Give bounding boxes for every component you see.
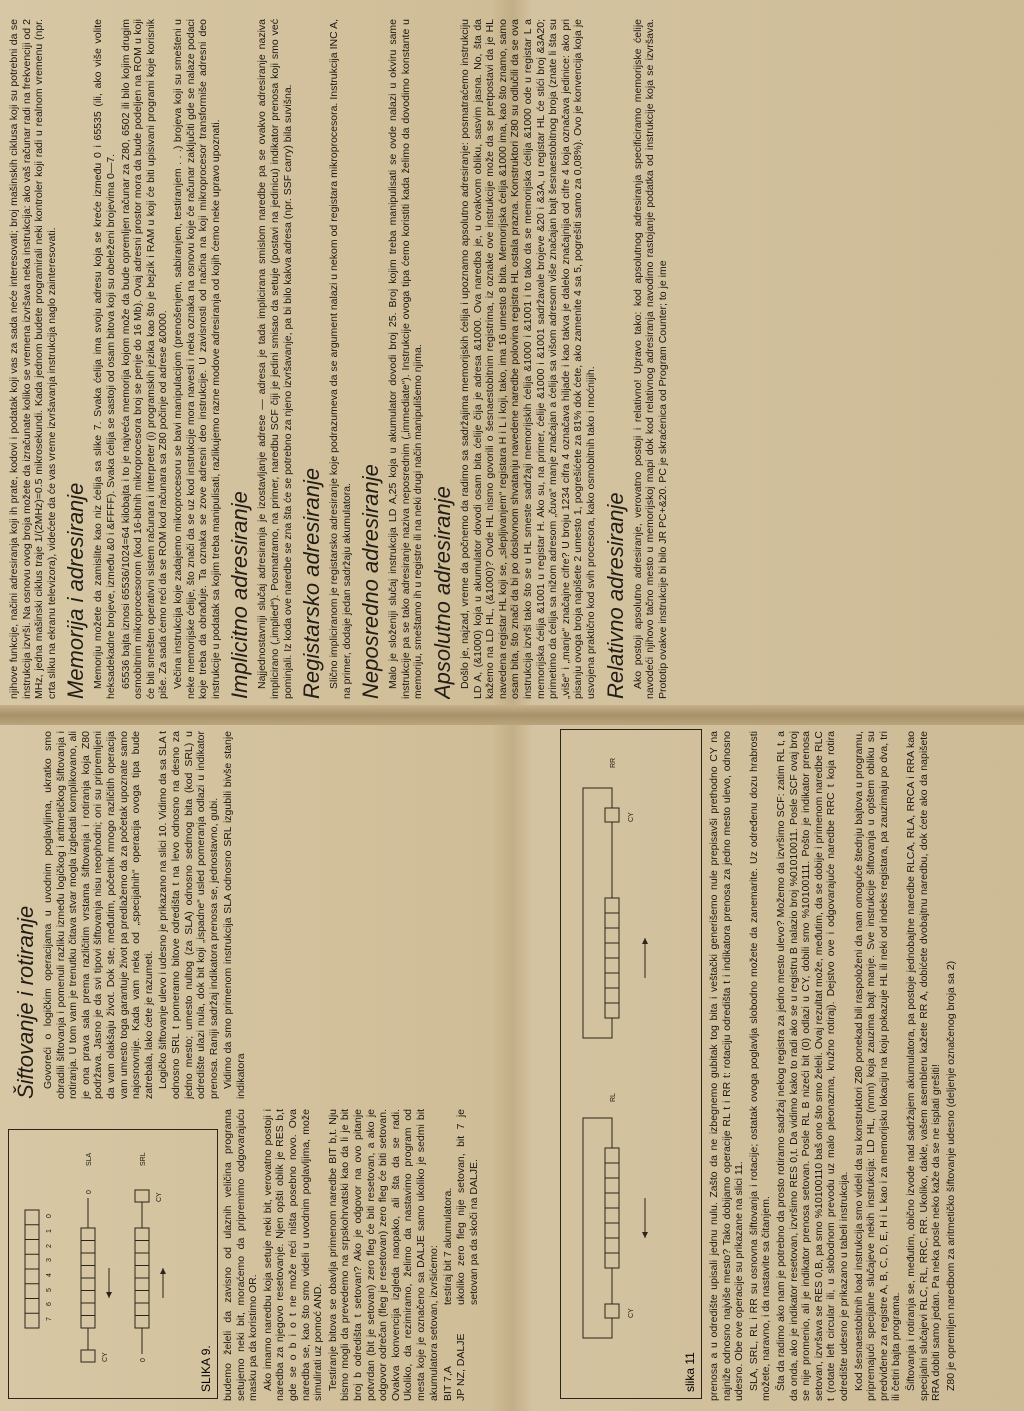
srl-label: SRL — [140, 1152, 147, 1166]
paragraph: Šta da radimo ako nam je potrebno da prosto rotiramo sadržaj nekog registra za jedno mesto ulevo? Možemo da izvršimo SCF: zatim RL t, a da onda, ako je indikator resetovan, izvršimo RES 0,t. Da vidimo kako to radi ako se u registru B nalazio broj %01010011. Posle SCF ovaj broj se nije promenio, ali je indikator prenosa setovan. Posle RL B nizeći bit (0) odlazi u CY, dobili smo %10100111. Pošto je indikator prenosa setovan, izvršava se RES 0,B, pa smo %10100110 baš ono što smo želeli. Ovaj rezultat može, međutim, da se dobije i primenom naredbe RLC t (rotate left circular ili, u slobodnom prevodu uz malo pleonazma, kružno rotiraj). Dejstvo ove i odgovarajuće naredbe RRC t koja rotira odredište udesno je prikazano u tabeli instrukcija. — [774, 731, 850, 1401]
paragraph: Najjednostavniji slučaj adresiranja je izostavljanje adrese — adresa je tada implicirana smislom naredbe pa se ovakvo adresiranje naziva implicirano („implied“). Posmatramo, na primer, naredbu SCF čiji je jedini smisao da setuje (postavi na jedinicu) indikator prenosa koji smo već pominjali. Iz koda ove naredbe se zna šta će se potrebno za njeno izvršavanje, pa bi bilo kakva adresa (npr. SSF carry) bila suvišna. — [256, 19, 294, 699]
paragraph: Ako postoji apsolutno adresiranje, verovatno postoji i relativno! Upravo tako: kod apsolutnog adresiranja specificiramo memorijske ćelije navodeći njihovo tačno mesto u memorijskoj mapi dok kod relativnog adresiranja navodimo rastojanje podatka od instrukcije koja se izvršava. Prototip ovakve instrukcije bi bilo JR PC+&20. PC je skraćenica od Program Counter; to je ime — [631, 19, 669, 699]
bit-numbers — [46, 1214, 53, 1321]
right-page-column — [8, 19, 1018, 699]
mnemonic: JP NZ, DALJE — [455, 1333, 468, 1401]
paragraph: Govoreći o logičkim operacijama u uvodnim poglavljima, ukratko smo obradili šiftovanja i pomenuli razliku između logičkog i aritmetičkog šiftovanja i rotiranja. U tom vam je trenutku čitava stvar mogla izgledati komplikovano, ali je ona prava sala prema različitim vrstama šiftovanja i rotiranja koja Z80 podržava. Jasno je da svi tipovi šiftovanja nisu neophodni; oni su pripremljeni da vam olakšaju život. Dok ste, međutim, početnik mnogo različitih operacija vam umesto toga garantuje život pa predlažemo da za početak upoznate samo najosnovnije. Kada vam neka od „specijalnih“ operacija ovoga tipa bude zatrebala, lako ćete je razumeti. — [42, 731, 155, 1099]
mnemonic: BIT 7,A — [442, 1366, 455, 1401]
paragraph: Večina instrukcija koje zadajemo mikroprocesoru se bavi manipulacijom (prenošenjem, sabiranjem, testiranjem . . .) brojeva koji su smešteni u neke memorijske ćelije, što znači da se uz kod instrukcije mora navesti i neka oznaka na osnovu koje će računar zaključiti gde se nalaze podaci koje treba da obrađuje. Ta oznaka se zove adresni deo instrukcije. U zavisnosti od načina na koji mikroprocesor transformiše adresni deo instrukcije u podatak sa kojim treba manipulisati, razlikujemo razne modove adresiranja od kojih ćemo neke upravo upoznati. — [171, 19, 222, 699]
rl-label: RL — [610, 1093, 617, 1102]
figure-11 — [560, 729, 702, 1399]
zero-label: 0 — [86, 1190, 93, 1194]
bit-number: 2 — [46, 1244, 53, 1248]
bit-number: 4 — [46, 1273, 53, 1277]
bit-number: 5 — [46, 1288, 53, 1292]
paragraph: Šiftovanja i rotiranja se, međutim, obično izvode nad sadržajem akumulatora, pa postoje jednobajtne naredbe RLCA, RLA, RRCA i RRA kao specijalni slučajevi RLC, RL, RRC, RR. Ukoliko, dakle, vašem asembleru kažete RR A, dobićete dvobajtnu naredbu, dok ćete ako da napišete RRA dobiti samo jedan. Pa neka posle neko kaže da se ne isplati grešiti! — [904, 731, 943, 1401]
section-title: Neposredno adresiranje — [358, 464, 384, 699]
paragraph: Testiranje bitova se obavlja primenom naredbe BIT b,t. Nju bismo mogli da prevedemo na srpskohrvatski kao da li je bit broj b odredišta t setovan? Ako je odgovor na ovo pitanje potvrdan (bit je setovan) zero fleg će biti resetovan, a ako je odgovor odrečan (fleg je resetovan) zero fleg će biti setovan. Ovakva konvencija izgleda naopako, ali šta da se radi. Ukoliko, da rezimiramo, želimo da nastavimo program od mesta koje je označeno sa DALJE samo ukoliko je sedmi bit akumulatora setovan, izvršićemo: — [326, 1109, 440, 1401]
paragraph: njihove funkcije, načini adresiranja koji ih prate, kodovi i podatak koji vas za sada neće interesovati; broj mašinskih ciklusa koji su potrebni da se instrukcija izvrši. Na osnovu ovog broja možete da izračunate koliko se vremena izvršava neka instrukcija: ako vaš računar radi na frekvenciji od 2 MHz, jedna mašinski ciklus traje 1/(2MHz)=0.5 mikrosekundi. Kada jednom budete programirali neki kontroler koji radi u realnom vremenu (npr. crta sliku na ekranu televizora), videćete da će vas vreme izvršavanja instrukcija naglo zainteresovati. — [8, 19, 58, 699]
figure-11-caption: slika 11 — [683, 1352, 697, 1392]
paragraph: budemo želeli da zavisno od ulaznih veličina programa setujemo neki bit, moraćemo da pripremimo odgovarajuću masku pa da koristimo OR. — [222, 1109, 260, 1401]
paragraph: SLA, SRL, RL i RR su osnovna šiftovanja i rotacije; ostatak ovoga poglavlja slobodno možete da zanemarite. Uz određenu dozu hrabrosti možete, naravno, i da nastavite sa čitanjem. — [747, 731, 773, 1401]
rl-diagram — [583, 1093, 648, 1338]
left-page-bottom-text — [708, 731, 1018, 1401]
paragraph: Memoriju možete da zamislite kao niz ćelija sa slike 7. Svaka ćelija ima svoju adresu koja se kreće između 0 i 65535 (ili, ako više volite heksadekadne brojeve, između &0 i &FFFF). Svaka ćelija se sastoji od osam bitova koji su obeleženi brojevima 0—7. — [92, 19, 117, 699]
paragraph: Slično impliciranom je registarsko adresiranje koje podrazumeva da se argument nalazi u nekom od registara mikroprocesora. Instrukcija INC A, na primer, dodaje jedan sadržaju akumulatora. — [328, 19, 353, 699]
instruction-line — [455, 1109, 481, 1401]
bit-register — [25, 1210, 39, 1328]
page-gutter — [0, 705, 1024, 725]
bit-number: 3 — [46, 1258, 53, 1262]
srl-diagram — [135, 1152, 166, 1362]
paragraph: Došlo je, najzad, vreme da počnemo da radimo sa sadržajima memorijskih ćelija i upoznamo apsolutno adresiranje: posmatraćemo instrukciju LD A, (&1000) koja u akumulator dovodi osam bita ćelije čija je adresa &1000. Ova naredba je, u ovakvom obliku, sasvim jasna. No, šta da kažemo na LD HL, (&1000)? Ovde HL nismo govorili o šesnaestobitnim registrima, iz oznake ove instrukcije može da se pretpostavi da je HL navedena registar HL koji se, „slepljivanjem“ registara H i L i koji, tako, ima 16 umesto 8 bita. Memorijska ćelija &1000 ima, kao što znamo, samo osam bita, što znači da bi po doslovnom shvatanju navedene naredbe polovina registra HL ostala prazna. Konstruktori Z80 su odlučili da se ova instrukcija izvrši tako što se u HL smeste sadržaji memorijskih ćelija &1000 i &1001 i to tako da se memorijska ćelija &1000 ode u registar L a memorijska ćelija &1001 u registar H. Ako su, na primer, ćelije &1000 i &1001 sadržavale brojeve &20 i &3A, u registar HL će stići broj &3A20; primetimo da ćelija sa nižom adresom „čuva“ manje značajan a ćelija sa višom adresom više značajan bajt šesnaestobitnog broja (znate li šta su „više“ i „manje“ značajne cifre? U broju 1234 cifra 4 označava hiljade i kao takva je daleko značajnija od cifre 4 koja označava jedinice: ako pri pisanju ovoga broja napišete 2 umesto 1, pogrešićete za 81% dok ćete, ako zamenite 4 sa 5, pogrešiti samo za 0,08%). Ovo je konvencija koja je usvojena praktično kod svih procesora, kako osmobitnih tako i moćnijih. — [459, 19, 597, 699]
left-page-column-1 — [222, 1109, 552, 1401]
section-title: Implicitno adresiranje — [227, 491, 253, 699]
bit-number: 7 — [46, 1317, 53, 1321]
cy-label: CY — [156, 1192, 163, 1202]
bit-number: 6 — [46, 1302, 53, 1306]
instruction-listing — [442, 1109, 481, 1401]
paragraph: Malo je složeniji slučaj instrukcija LD A,25 koja u akumulator dovodi broj 25. Broj kojim treba manipulisati se ovde nalazi u okviru same instrukcije pa se tako adresiranje naziva neposrednim („immediate“). Instrukcije ovoga tipa ćemo koristiti kada želimo da dovodimo konstante u memoriju, smeštamo ih u registre ili na neki drugi način manipulišemo njima. — [387, 19, 425, 699]
figure-9-diagram — [9, 1130, 217, 1398]
rr-label: RR — [610, 757, 617, 768]
section-title: Registarsko adresiranje — [299, 467, 325, 699]
instruction-comment: ukoliko zero fleg nije setovan, bit 7 je setovan pa da skoči na DALJE. — [455, 1109, 481, 1305]
paragraph: prenosa a u odredište upisali jednu nulu. Zašto da ne izbegnemo gubitak tog bita i veštački generišemo nule prepisavši prethodno CY na najniže odnosno najviše mesto? Tako dobijamo operacije RL t i RR t: rotaciju odredišta t i indikatora prenosa za jedno mesto ulevo, odnosno udesno. Obe ove operacije su prikazane na slici 11. — [708, 731, 746, 1401]
paragraph: Kod šesnaestobitnih load instrukcija smo videli da su konstruktori Z80 ponekad bili raspoloženi da nam omoguće štednju bajtova u programu, pripremajući specijalne slučajeve nekih instrukcija: LD HL, (nnnn) koja zauzima bajt manje. Sve instrukcije šiftovanja u opštem obliku su predviđene za registre A, B, C, D, E, H i L kao i za memorijsku lokaciju na koju pokazuje HL ili neki od indeks registara, pa zauzimaju po dva, tri ili četiri bajta programa. — [852, 731, 903, 1401]
paragraph: Vidimo da smo primenom instrukcija SLA odnosno SRL izgubili bivše stanje indikatora — [222, 731, 247, 1099]
rr-diagram — [583, 758, 648, 1038]
section-title: Relativno adresiranje — [602, 492, 628, 699]
paragraph: 65536 bajta iznosi 65536/1024=64 kilobajta i to je najveća memorija kojom može da bude opremljen računar za Z80, 6502 ili bilo kojim drugim osmobitnim mikroprocesorom (kod 16-bitnih mikroprocesora broj se penje do 16 Mb). Ovaj adresni prostor mora da bude podeljen na ROM u koji će biti smešten operativni sistem računara i interpreter (i) programskih jezika kao što je bejzik i RAM u koji će biti upisivani programi koje korisnik piše. Za sada ćemo reći da se ROM kod računara sa Z80 počinje od adrese &0000. — [119, 19, 170, 699]
right-page — [0, 15, 1024, 705]
instruction-line — [442, 1109, 455, 1401]
paragraph: Z80 je opremljen naredbom za aritmetičko šiftovanje udesno (deljenje označenog broja sa 2) — [944, 960, 957, 1391]
cy-label: CY — [628, 812, 635, 822]
sla-label: SLA — [86, 1152, 93, 1166]
zero-label: 0 — [140, 1358, 147, 1362]
paragraph: Logičko šiftovanje ulevo i udesno je prikazano na slici 10. Vidimo da sa SLA t odnosno SRL t pomeramo bitove odredišta t na levo odnosno na desno za jedno mesto; umesto nultog (za SLA) odnosno sedmog bita (kod SRL) u odredište ulazi nula, dok bit koji „ispadne“ usled pomeranja odlazi u indikator prenosa. Raniji sadržaj indikatora prenosa se, jednostavno, gubi. — [157, 731, 220, 1099]
paragraph: Ako imamo naredbu koja setuje neki bit, verovatno postoji i naredba za njegovo resetovanje. Njen opšti oblik je RES b,t gde se o b i o t ne može reći ništa posebno novo. Ova naredba se, kao što smo videli u uvodnim poglavljima, može simulirati uz pomoć AND. — [261, 1109, 325, 1401]
figure-9-caption: SLIKA 9. — [199, 1345, 213, 1392]
section-title: Apsolutno adresiranje — [430, 486, 456, 699]
left-page-column-2 — [8, 731, 552, 1099]
section-title: Memorija i adresiranje — [63, 482, 89, 699]
cy-label: CY — [628, 1308, 635, 1318]
section-title: Šiftovanje i rotiranje — [13, 905, 38, 1099]
bit-number: 1 — [46, 1229, 53, 1233]
instruction-comment: testiraj bit 7 akumulatora. — [442, 1187, 455, 1305]
sla-diagram — [81, 1152, 112, 1362]
bit-number: 0 — [46, 1214, 53, 1218]
figure-11-diagram — [561, 730, 701, 1398]
left-page — [0, 725, 1024, 1411]
cy-label: CY — [102, 1352, 109, 1362]
figure-9 — [8, 1129, 218, 1399]
